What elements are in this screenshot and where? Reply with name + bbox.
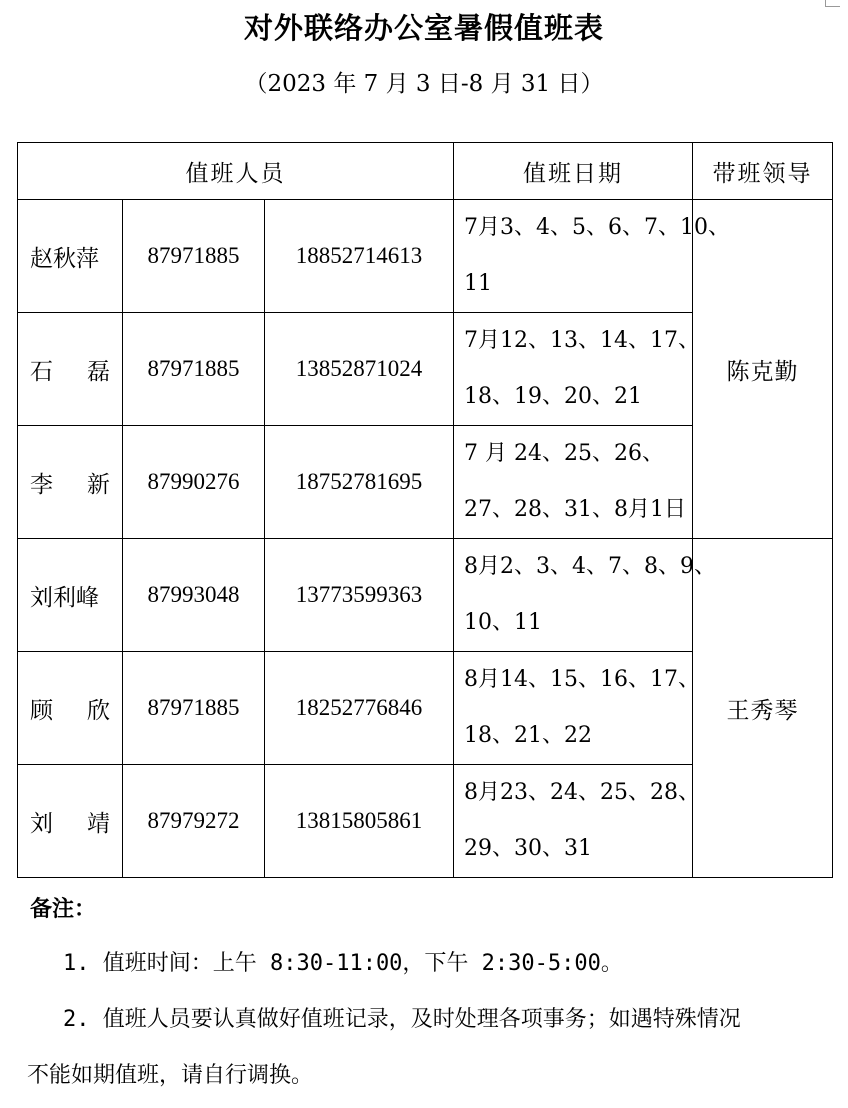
duty-dates-line-1: 7 月 24、25、26、: [464, 441, 664, 466]
office-phone: 87990276: [123, 426, 265, 539]
note-item-2-text: 2. 值班人员要认真做好值班记录，及时处理各项事务；如遇特殊情况: [63, 1007, 741, 1032]
office-phone: 87993048: [123, 539, 265, 652]
duty-dates-line-2: 27、28、31、8月1日: [464, 497, 687, 522]
duty-dates: [454, 539, 717, 652]
duty-dates-line-2: 10、11: [464, 610, 543, 635]
staff-name-cell: [18, 313, 123, 426]
duty-dates: [454, 313, 701, 426]
office-phone: 87971885: [123, 652, 265, 765]
note-item-2-continued: 不能如期值班，请自行调换。: [27, 1063, 314, 1088]
note-item-2: [27, 992, 827, 1048]
staff-name: 赵秋萍: [30, 245, 99, 272]
duty-dates: [454, 426, 693, 539]
header-staff: 值班人员: [18, 143, 454, 200]
duty-dates-line-2: 29、30、31: [464, 836, 593, 861]
staff-name-cell: [18, 652, 123, 765]
staff-name-last: 靖: [87, 810, 110, 837]
mobile-phone: 13852871024: [265, 313, 454, 426]
staff-name-last: 磊: [87, 358, 110, 385]
staff-name: 石: [30, 358, 53, 385]
mobile-phone: 18252776846: [265, 652, 454, 765]
leader-cell: 王秀琴: [693, 539, 833, 878]
notes-label: 备注：: [30, 896, 97, 922]
mobile-phone: 13773599363: [265, 539, 454, 652]
staff-name-cell: [18, 539, 123, 652]
header-leader: 带班领导: [693, 143, 833, 200]
staff-name: 顾: [30, 697, 53, 724]
table-header-row: [18, 143, 833, 200]
table-row: [18, 539, 833, 652]
page-corner-mark: [825, 0, 840, 7]
duty-dates-line-1: 8月14、15、16、17、: [464, 667, 701, 692]
duty-dates-line-1: 8月23、24、25、28、: [464, 780, 701, 805]
page-subtitle: （2023 年 7 月 3 日-8 月 31 日）: [244, 71, 604, 97]
staff-name: 李: [30, 471, 53, 498]
note-item-1-text: 1. 值班时间：上午 8:30-11:00，下午 2:30-5:00。: [63, 951, 623, 976]
duty-dates: [454, 652, 701, 765]
table-row: [18, 200, 833, 313]
duty-dates-line-2: 11: [464, 271, 493, 296]
office-phone: 87971885: [123, 200, 265, 313]
staff-name: 刘利峰: [30, 584, 99, 611]
staff-name-cell: [18, 200, 123, 313]
staff-name: 刘: [30, 810, 53, 837]
page-title: 对外联络办公室暑假值班表: [243, 11, 604, 45]
duty-dates-line-2: 18、19、20、21: [464, 384, 643, 409]
staff-name-last: 新: [87, 471, 110, 498]
note-item-1: [27, 936, 827, 992]
duty-dates-line-1: 7月3、4、5、6、7、10、: [464, 215, 731, 240]
duty-dates: [454, 200, 731, 313]
office-phone: 87971885: [123, 313, 265, 426]
duty-dates: [454, 765, 701, 878]
staff-name-last: 欣: [87, 697, 110, 724]
duty-schedule-table: [17, 142, 833, 878]
duty-dates-line-1: 7月12、13、14、17、: [464, 328, 701, 353]
mobile-phone: 18752781695: [265, 426, 454, 539]
header-dates: 值班日期: [454, 143, 693, 200]
mobile-phone: 18852714613: [265, 200, 454, 313]
duty-dates-line-1: 8月2、3、4、7、8、9、: [464, 554, 717, 579]
mobile-phone: 13815805861: [265, 765, 454, 878]
leader-cell: 陈克勤: [693, 200, 833, 539]
staff-name-cell: [18, 426, 123, 539]
staff-name-cell: [18, 765, 123, 878]
office-phone: 87979272: [123, 765, 265, 878]
duty-dates-line-2: 18、21、22: [464, 723, 593, 748]
